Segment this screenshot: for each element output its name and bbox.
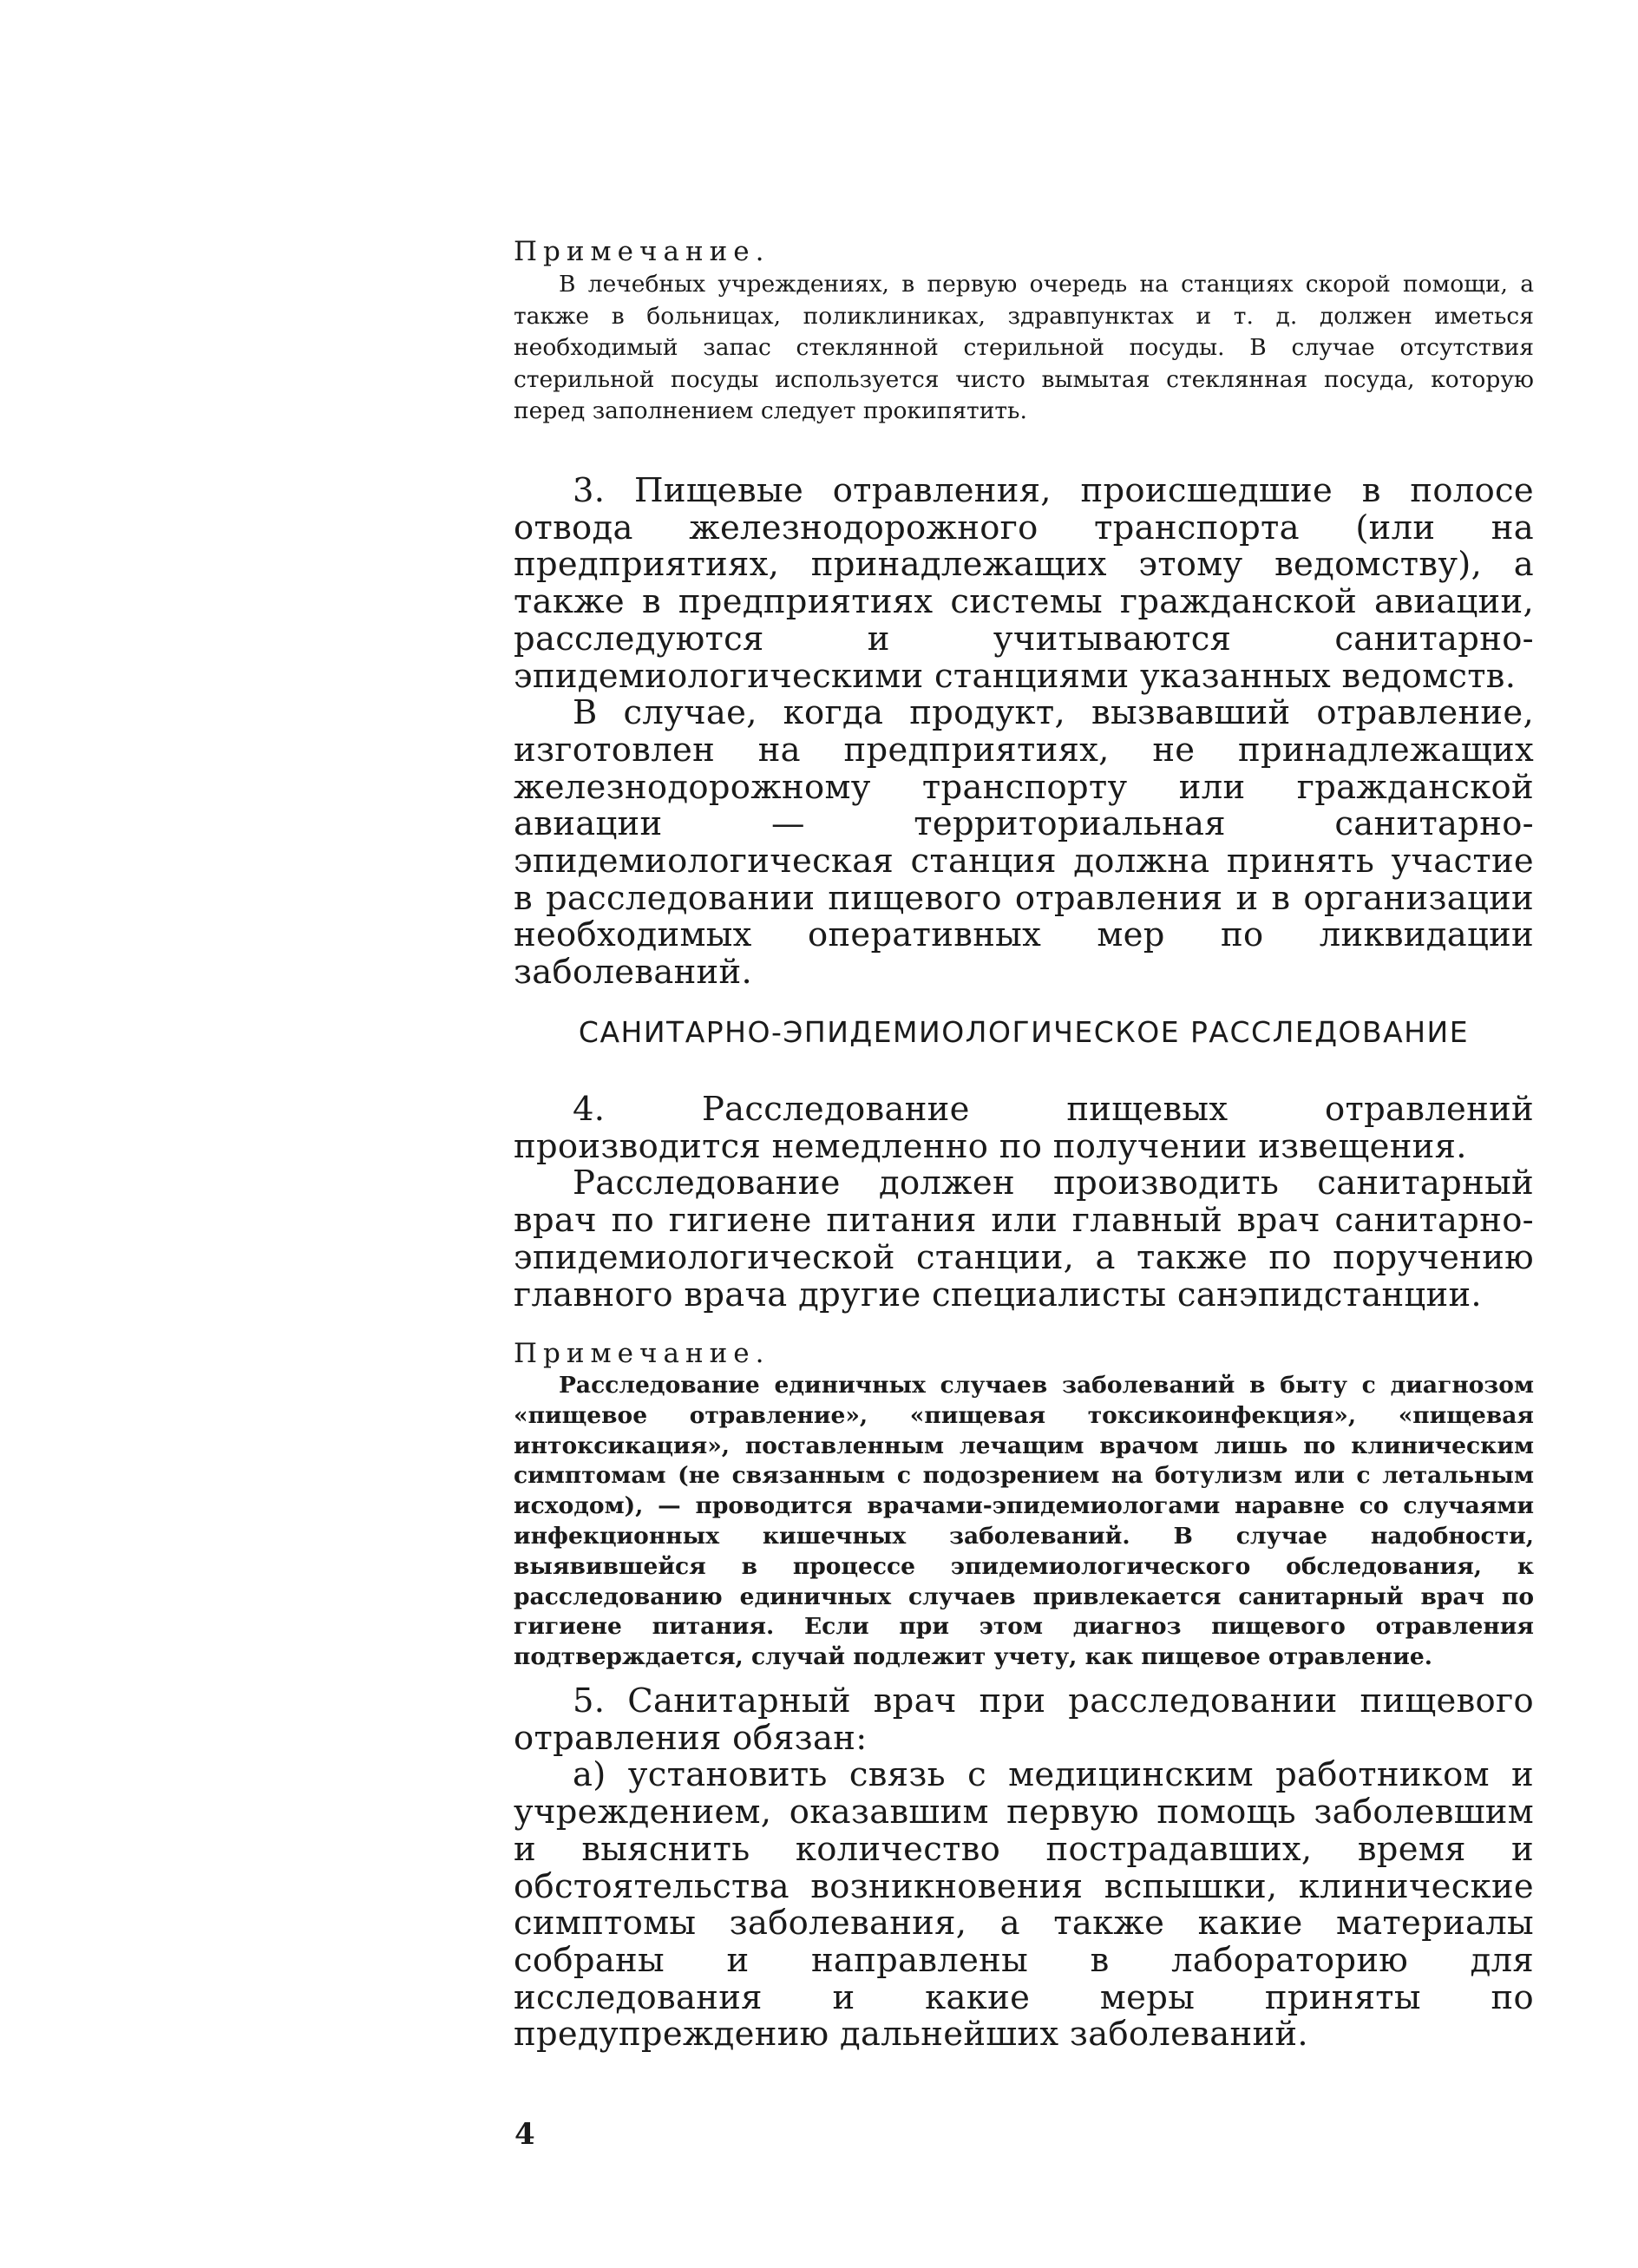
- paragraph-5a: а) установить связь с медицинским работником и учреждением, оказавшим первую помощь заболевшим и выяснить количество пострадавших, время и обстоятельства возникновения вспышки, клинические симптомы заболевания, а также какие материалы собраны и направлены в лабораторию для исследования и какие меры приняты по предупреждению дальнейших заболеваний.: [514, 1755, 1534, 2055]
- paragraph-5: 5. Санитарный врач при расследовании пищевого отравления обязан:: [514, 1681, 1534, 1758]
- note-1-text: В лечебных учреждениях, в первую очередь на станциях скорой помощи, а также в больницах, поликлиниках, здравпунктах и т. д. должен иметься необходимый запас стеклянной стерильной посуды. В случае отсутствия стерильной посуды используется чисто вымытая стеклянная посуда, которую перед заполнением следует прокипятить.: [514, 271, 1534, 424]
- paragraph-4: 4. Расследование пищевых отравлений производится немедленно по получении извещения.: [514, 1090, 1534, 1166]
- paragraph-4-block: [514, 1091, 1534, 1314]
- note-2-text: Расследование единичных случаев заболеваний в быту с диагнозом «пищевое отравление», «пищевая токсикоинфекция», «пищевая интоксикация», поставленным лечащим врачом лишь по клиническим симптомам (не связанным с подозрением на ботулизм или с летальным исходом), — проводится врачами-эпидемиологами наравне со случаями инфекционных кишечных заболеваний. В случае надобности, выявившейся в процессе эпидемиологического обследования, к расследованию единичных случаев привлекается санитарный врач по гигиене питания. Если при этом диагноз пищевого отравления подтверждается, случай подлежит учету, как пищевое отравление.: [514, 1372, 1534, 1671]
- paragraph-4-continuation: Расследование должен производить санитарный врач по гигиене питания или главный врач санитарно-эпидемиологической станции, а также по поручению главного врача другие специалисты санэпидстанции.: [514, 1163, 1534, 1314]
- section-heading-block: [514, 1015, 1534, 1049]
- page-number: 4: [514, 2117, 535, 2152]
- note-2-title: Примечание.: [514, 1338, 770, 1369]
- note-1-title: Примечание.: [514, 236, 770, 267]
- note-1: [514, 234, 1534, 428]
- note-2: [514, 1336, 1534, 1673]
- paragraph-5-block: [514, 1683, 1534, 2054]
- paragraph-3-block: [514, 473, 1534, 992]
- paragraph-3: 3. Пищевые отравления, происшедшие в полосе отвода железнодорожного транспорта (или на предприятиях, принадлежащих этому ведомству), а также в предприятиях системы гражданской авиации, расследуются и учитываются санитарно-эпидемиологическими станциями указанных ведомств.: [514, 471, 1534, 696]
- section-heading: САНИТАРНО-ЭПИДЕМИОЛОГИЧЕСКОЕ РАССЛЕДОВАНИЕ: [578, 1015, 1470, 1049]
- paragraph-3-continuation: В случае, когда продукт, вызвавший отравление, изготовлен на предприятиях, не принадлежащих железнодорожному транспорту или гражданской авиации — территориальная санитарно-эпидемиологическая станция должна принять участие в расследовании пищевого отравления и в организации необходимых оперативных мер по ликвидации заболеваний.: [514, 693, 1534, 993]
